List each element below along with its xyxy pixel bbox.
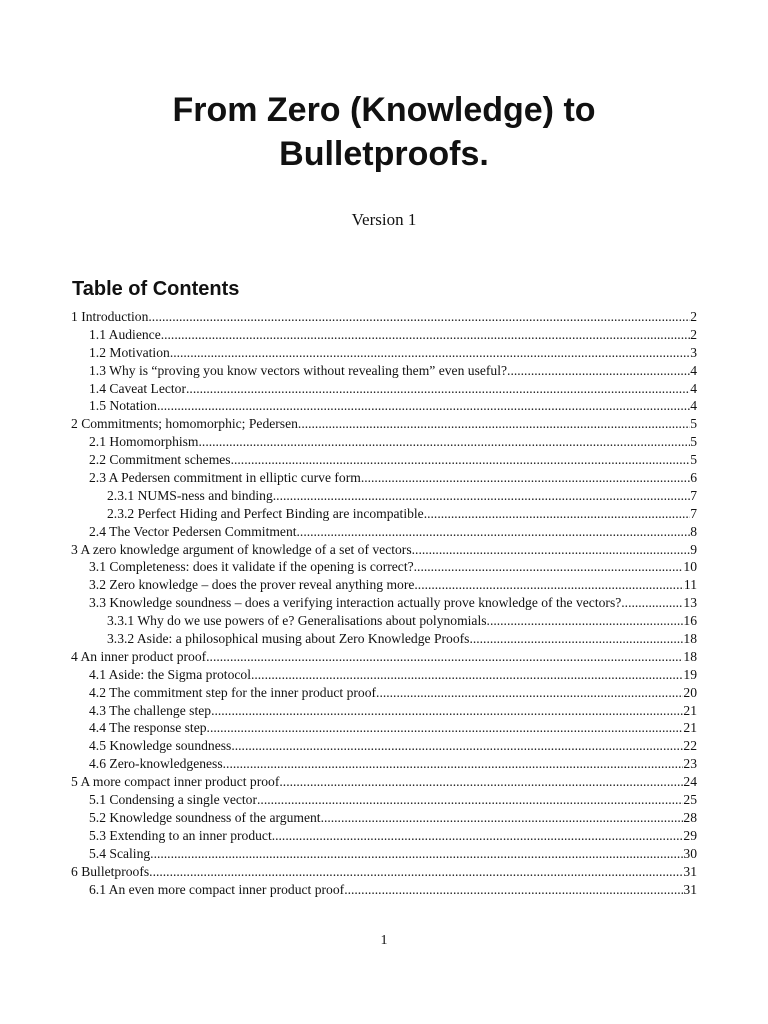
toc-entry-label: 1.1 Audience bbox=[89, 326, 161, 342]
toc-leader-dots bbox=[487, 613, 684, 629]
toc-entry-label: 3 A zero knowledge argument of knowledge of a set of vectors bbox=[71, 541, 412, 557]
toc-entry-page: 8 bbox=[690, 523, 697, 539]
toc-entry-page: 21 bbox=[683, 702, 697, 718]
toc-leader-dots bbox=[157, 398, 690, 414]
toc-entry-page: 3 bbox=[690, 344, 697, 360]
table-of-contents bbox=[71, 309, 697, 899]
toc-leader-dots bbox=[150, 846, 683, 862]
toc-leader-dots bbox=[223, 756, 684, 772]
toc-entry[interactable] bbox=[71, 774, 697, 792]
toc-leader-dots bbox=[297, 524, 691, 540]
toc-entry[interactable] bbox=[71, 488, 697, 506]
toc-leader-dots bbox=[148, 309, 690, 325]
toc-leader-dots bbox=[507, 363, 690, 379]
toc-entry[interactable] bbox=[71, 577, 697, 595]
toc-entry-label: 3.2 Zero knowledge – does the prover reveal anything more bbox=[89, 577, 415, 593]
toc-entry-page: 4 bbox=[690, 380, 697, 396]
toc-entry-label: 5.4 Scaling bbox=[89, 845, 151, 861]
toc-entry-label: 5 A more compact inner product proof bbox=[71, 774, 280, 790]
title-line-1: From Zero (Knowledge) to bbox=[172, 91, 596, 129]
toc-leader-dots bbox=[344, 882, 683, 898]
toc-entry-label: 4.1 Aside: the Sigma protocol bbox=[89, 666, 251, 682]
toc-leader-dots bbox=[231, 452, 691, 468]
toc-entry[interactable] bbox=[71, 720, 697, 738]
toc-entry-label: 5.3 Extending to an inner product bbox=[89, 827, 272, 843]
toc-entry-page: 4 bbox=[690, 398, 697, 414]
toc-leader-dots bbox=[186, 381, 690, 397]
toc-entry-label: 6 Bulletproofs bbox=[71, 863, 150, 879]
toc-entry-page: 21 bbox=[683, 720, 697, 736]
toc-entry-page: 7 bbox=[690, 505, 697, 521]
toc-entry-label: 4.6 Zero-knowledgeness bbox=[89, 756, 223, 772]
toc-entry[interactable] bbox=[71, 756, 697, 774]
toc-entry-label: 5.1 Condensing a single vector bbox=[89, 792, 258, 808]
toc-leader-dots bbox=[361, 470, 690, 486]
toc-entry[interactable] bbox=[71, 792, 697, 810]
toc-entry-label: 2.4 The Vector Pedersen Commitment bbox=[89, 523, 297, 539]
toc-leader-dots bbox=[414, 559, 684, 575]
document-title bbox=[0, 88, 768, 176]
toc-entry-page: 4 bbox=[690, 362, 697, 378]
toc-leader-dots bbox=[412, 542, 691, 558]
toc-entry-label: 4.3 The challenge step bbox=[89, 702, 212, 718]
toc-entry[interactable] bbox=[71, 685, 697, 703]
toc-leader-dots bbox=[211, 703, 683, 719]
toc-entry-label: 2.2 Commitment schemes bbox=[89, 452, 231, 468]
toc-entry-page: 31 bbox=[683, 881, 697, 897]
toc-entry-page: 29 bbox=[683, 827, 697, 843]
toc-leader-dots bbox=[257, 792, 683, 808]
toc-entry-page: 18 bbox=[683, 648, 697, 664]
toc-entry[interactable] bbox=[71, 542, 697, 560]
toc-entry[interactable] bbox=[71, 524, 697, 542]
toc-entry-label: 1 Introduction bbox=[71, 309, 149, 324]
toc-entry[interactable] bbox=[71, 345, 697, 363]
toc-entry[interactable] bbox=[71, 559, 697, 577]
toc-entry-page: 19 bbox=[683, 666, 697, 682]
toc-leader-dots bbox=[469, 631, 683, 647]
toc-entry-label: 1.5 Notation bbox=[89, 398, 157, 414]
toc-entry-label: 1.4 Caveat Lector bbox=[89, 380, 187, 396]
toc-entry-page: 16 bbox=[683, 613, 697, 629]
toc-entry-page: 2 bbox=[690, 326, 697, 342]
toc-entry-page: 5 bbox=[690, 434, 697, 450]
toc-entry[interactable] bbox=[71, 434, 697, 452]
toc-leader-dots bbox=[231, 738, 683, 754]
toc-entry[interactable] bbox=[71, 810, 697, 828]
toc-entry[interactable] bbox=[71, 398, 697, 416]
toc-entry-page: 13 bbox=[683, 595, 697, 611]
toc-entry-label: 2.1 Homomorphism bbox=[89, 434, 199, 450]
toc-entry[interactable] bbox=[71, 631, 697, 649]
toc-leader-dots bbox=[161, 327, 690, 343]
toc-leader-dots bbox=[279, 774, 683, 790]
toc-entry[interactable] bbox=[71, 506, 697, 524]
toc-entry-label: 1.2 Motivation bbox=[89, 344, 170, 360]
toc-leader-dots bbox=[272, 828, 684, 844]
toc-entry-label: 2 Commitments; homomorphic; Pedersen bbox=[71, 416, 298, 432]
toc-entry-label: 4.5 Knowledge soundness bbox=[89, 738, 232, 754]
toc-entry-page: 23 bbox=[683, 756, 697, 772]
toc-entry[interactable] bbox=[71, 738, 697, 756]
toc-entry-page: 28 bbox=[683, 809, 697, 825]
toc-leader-dots bbox=[273, 488, 690, 504]
toc-leader-dots bbox=[298, 416, 690, 432]
toc-leader-dots bbox=[206, 649, 683, 665]
toc-entry-page: 5 bbox=[690, 416, 697, 432]
toc-entry-page: 2 bbox=[690, 309, 697, 324]
toc-entry-label: 2.3.1 NUMS-ness and binding bbox=[107, 487, 273, 503]
toc-leader-dots bbox=[424, 506, 690, 522]
toc-entry-page: 11 bbox=[683, 577, 697, 593]
toc-entry-page: 9 bbox=[690, 541, 697, 557]
toc-entry-label: 3.1 Completeness: does it validate if the opening is correct? bbox=[89, 559, 414, 575]
toc-entry[interactable] bbox=[71, 864, 697, 882]
toc-entry-label: 1.3 Why is “proving you know vectors without revealing them” even useful? bbox=[89, 362, 508, 378]
toc-entry-label: 2.3.2 Perfect Hiding and Perfect Binding are incompatible bbox=[107, 505, 424, 521]
toc-entry-label: 4.2 The commitment step for the inner product proof bbox=[89, 684, 377, 700]
toc-entry-page: 6 bbox=[690, 470, 697, 486]
toc-entry-label: 3.3.2 Aside: a philosophical musing about Zero Knowledge Proofs bbox=[107, 631, 470, 647]
toc-leader-dots bbox=[621, 595, 683, 611]
toc-leader-dots bbox=[149, 864, 683, 880]
toc-entry[interactable] bbox=[71, 846, 697, 864]
page-number: 1 bbox=[380, 933, 388, 948]
toc-entry[interactable] bbox=[71, 416, 697, 434]
toc-entry[interactable] bbox=[71, 309, 697, 327]
toc-entry[interactable] bbox=[71, 363, 697, 381]
toc-entry[interactable] bbox=[71, 667, 697, 685]
toc-heading: Table of Contents bbox=[72, 278, 240, 300]
toc-entry[interactable] bbox=[71, 649, 697, 667]
toc-entry-page: 10 bbox=[683, 559, 697, 575]
toc-entry-page: 7 bbox=[690, 487, 697, 503]
toc-entry-page: 25 bbox=[683, 792, 697, 808]
toc-entry[interactable] bbox=[71, 470, 697, 488]
title-line-2: Bulletproofs. bbox=[279, 135, 489, 173]
toc-entry-page: 20 bbox=[683, 684, 697, 700]
toc-entry-label: 5.2 Knowledge soundness of the argument bbox=[89, 809, 321, 825]
toc-entry[interactable] bbox=[71, 595, 697, 613]
toc-entry-label: 3.3.1 Why do we use powers of e? Generalisations about polynomials bbox=[107, 613, 487, 629]
version-label: Version 1 bbox=[351, 210, 417, 229]
toc-entry[interactable] bbox=[71, 381, 697, 399]
toc-entry-label: 6.1 An even more compact inner product proof bbox=[89, 881, 345, 897]
toc-entry-label: 4 An inner product proof bbox=[71, 648, 207, 664]
toc-entry[interactable] bbox=[71, 703, 697, 721]
toc-entry-page: 18 bbox=[683, 631, 697, 647]
toc-entry[interactable] bbox=[71, 452, 697, 470]
toc-entry-page: 31 bbox=[683, 863, 697, 879]
toc-entry[interactable] bbox=[71, 828, 697, 846]
toc-leader-dots bbox=[321, 810, 684, 826]
toc-entry-label: 4.4 The response step bbox=[89, 720, 207, 736]
toc-entry-label: 2.3 A Pedersen commitment in elliptic curve form bbox=[89, 470, 361, 486]
toc-leader-dots bbox=[207, 720, 684, 736]
toc-leader-dots bbox=[199, 434, 691, 450]
toc-entry-page: 22 bbox=[683, 738, 697, 754]
toc-entry[interactable] bbox=[71, 327, 697, 345]
toc-entry-page: 30 bbox=[683, 845, 697, 861]
toc-entry-page: 5 bbox=[690, 452, 697, 468]
toc-entry[interactable] bbox=[71, 613, 697, 631]
toc-entry-label: 3.3 Knowledge soundness – does a verifying interaction actually prove knowledge of the vectors? bbox=[89, 595, 622, 611]
toc-leader-dots bbox=[376, 685, 683, 701]
toc-entry-page: 24 bbox=[683, 774, 697, 790]
toc-leader-dots bbox=[251, 667, 683, 683]
toc-leader-dots bbox=[170, 345, 690, 361]
toc-leader-dots bbox=[414, 577, 684, 593]
toc-entry[interactable] bbox=[71, 882, 697, 900]
